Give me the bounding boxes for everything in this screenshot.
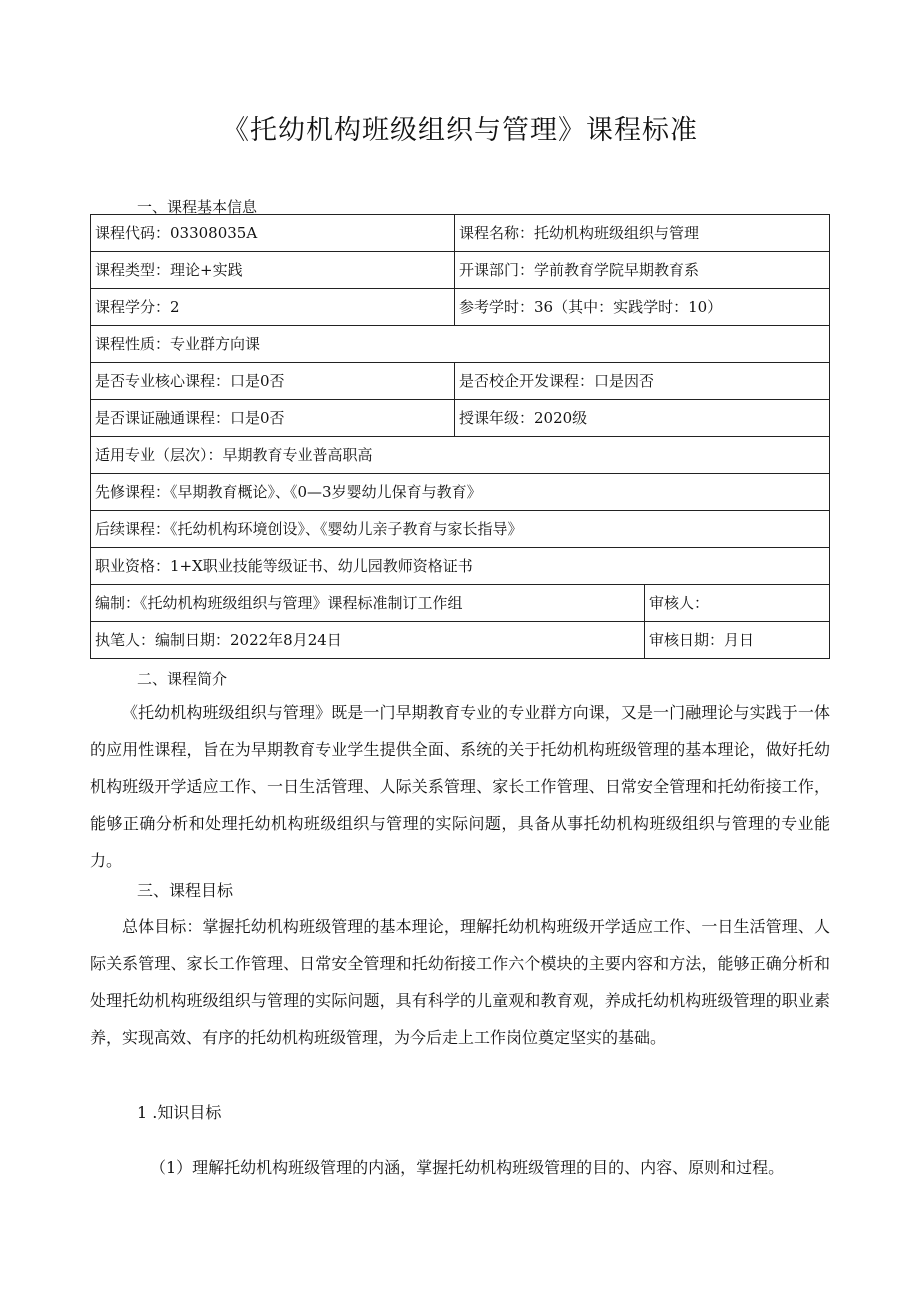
qualification-cell: 职业资格：1+X职业技能等级证书、幼儿园教师资格证书 (91, 548, 830, 585)
table-row (91, 548, 830, 585)
compiler-cell: 编制：《托幼机构班级组织与管理》课程标准制订工作组 (91, 585, 645, 622)
credit-cell: 课程学分：2 (91, 289, 455, 326)
table-row (91, 622, 830, 659)
section-heading-intro: 二、课程简介 (137, 670, 228, 688)
course-code-cell: 课程代码：03308035A (91, 215, 455, 252)
course-intro-text: 《托幼机构班级组织与管理》既是一门早期教育专业的专业群方向课，又是一门融理论与实践于一体的应用性课程，旨在为早期教育专业学生提供全面、系统的关于托幼机构班级管理的基本理论，做好托幼机构班级开学适应工作、一日生活管理、人际关系管理、家长工作管理、日常安全管理和托幼衔接工作，能够正确分析和处理托幼机构班级组织与管理的实际问题，具备从事托幼机构班级组织与管理的专业能力。 (90, 703, 830, 870)
writer-date-cell: 执笔人：编制日期：2022年8月24日 (91, 622, 645, 659)
review-date-cell: 审核日期：月日 (645, 622, 830, 659)
table-row (91, 511, 830, 548)
table-row (91, 326, 830, 363)
course-nature-cell: 课程性质：专业群方向课 (91, 326, 830, 363)
core-course-cell: 是否专业核心课程：口是0否 (91, 363, 455, 400)
course-name-cell: 课程名称：托幼机构班级组织与管理 (455, 215, 830, 252)
applicable-major-cell: 适用专业（层次）：早期教育专业普高职高 (91, 437, 830, 474)
department-cell: 开课部门：学前教育学院早期教育系 (455, 252, 830, 289)
grade-cell: 授课年级：2020级 (455, 400, 830, 437)
overall-objective-text: 总体目标：掌握托幼机构班级管理的基本理论，理解托幼机构班级开学适应工作、一日生活管理、人际关系管理、家长工作管理、日常安全管理和托幼衔接工作六个模块的主要内容和方法，能够正确分析和处理托幼机构班级组织与管理的实际问题，具有科学的儿童观和教育观，养成托幼机构班级管理的职业素养，实现高效、有序的托幼机构班级管理，为今后走上工作岗位奠定坚实的基础。 (90, 917, 830, 1047)
table-row (91, 363, 830, 400)
table-row (91, 252, 830, 289)
followup-course-cell: 后续课程：《托幼机构环境创设》、《婴幼儿亲子教育与家长指导》 (91, 511, 830, 548)
prerequisite-cell: 先修课程：《早期教育概论》、《0—3岁婴幼儿保育与教育》 (91, 474, 830, 511)
table-row (91, 437, 830, 474)
table-row (91, 400, 830, 437)
table-row (91, 585, 830, 622)
table-row (91, 289, 830, 326)
course-info-table (90, 214, 830, 659)
course-type-cell: 课程类型：理论+实践 (91, 252, 455, 289)
course-intro-paragraph (90, 694, 830, 879)
table-row (91, 474, 830, 511)
table-row (91, 215, 830, 252)
section-heading-objectives: 三、课程目标 (137, 881, 234, 900)
cert-integration-cell: 是否课证融通课程：口是0否 (91, 400, 455, 437)
hours-cell: 参考学时：36（其中：实践学时：10） (455, 289, 830, 326)
knowledge-objective-item-1: （1）理解托幼机构班级管理的内涵，掌握托幼机构班级管理的目的、内容、原则和过程。 (150, 1158, 785, 1177)
reviewer-cell: 审核人： (645, 585, 830, 622)
school-enterprise-cell: 是否校企开发课程：口是因否 (455, 363, 830, 400)
section-heading-basic-info: 一、课程基本信息 (137, 198, 258, 216)
page-title: 《托幼机构班级组织与管理》课程标准 (222, 115, 698, 146)
overall-objective-paragraph (90, 908, 830, 1056)
knowledge-objective-heading: 1 .知识目标 (137, 1103, 222, 1122)
